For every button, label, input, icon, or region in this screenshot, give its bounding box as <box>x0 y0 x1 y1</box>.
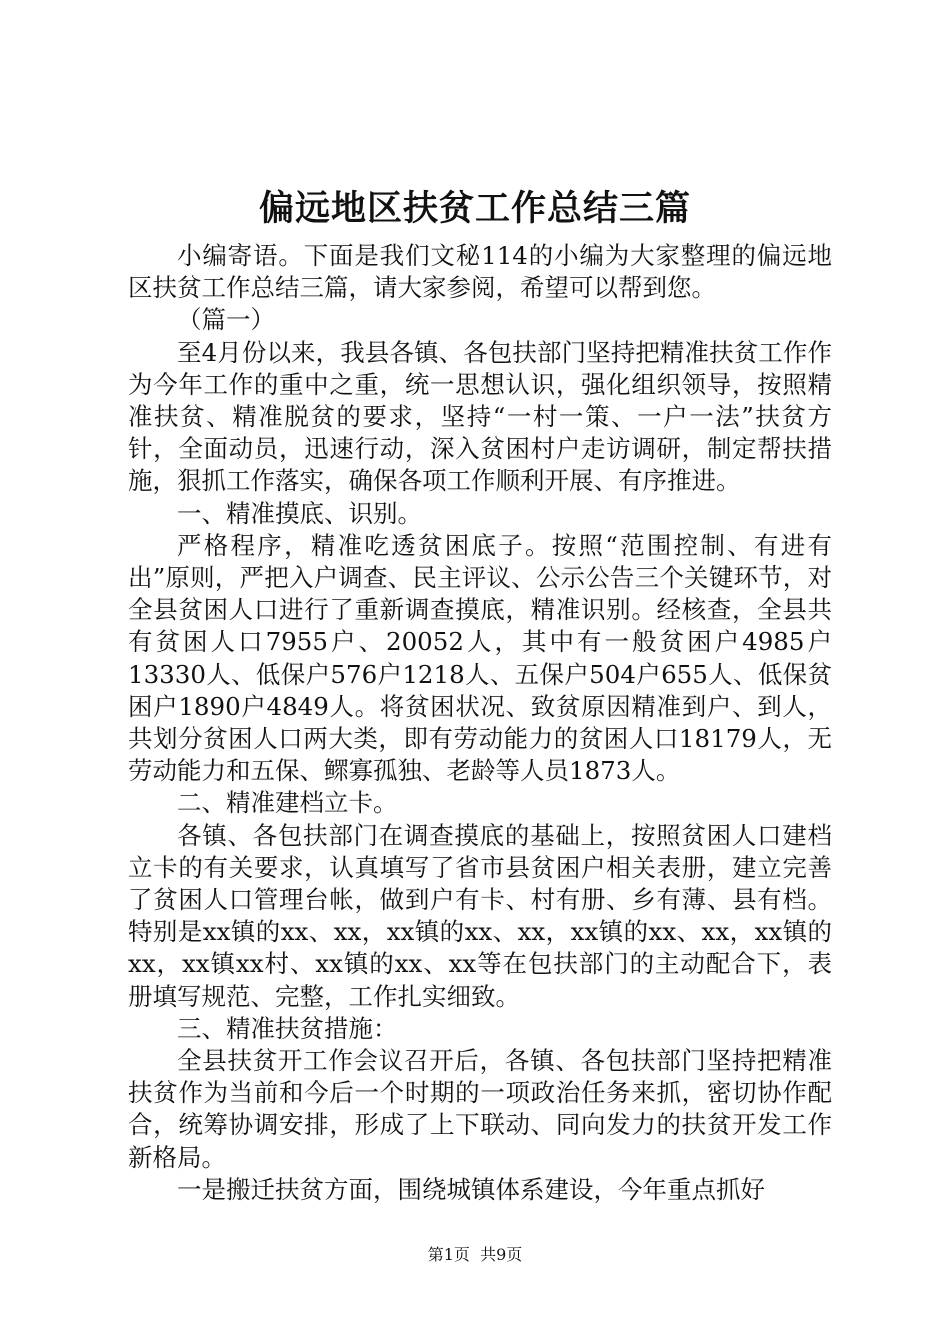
page-footer <box>0 1244 950 1266</box>
body-paragraph: 全县扶贫开工作会议召开后，各镇、各包扶部门坚持把精准扶贫作为当前和今后一个时期的一项政治任务来抓，密切协作配合，统筹协调安排，形成了上下联动、同向发力的扶贫开发工作新格局。 <box>128 1046 832 1172</box>
intro-paragraph: 小编寄语。下面是我们文秘114的小编为大家整理的偏远地区扶贫工作总结三篇，请大家参阅，希望可以帮到您。 <box>128 241 832 303</box>
page-number: 第1页 <box>427 1245 470 1264</box>
body-paragraph: 至4月份以来，我县各镇、各包扶部门坚持把精准扶贫工作作为今年工作的重中之重，统一思想认识，强化组织领导，按照精准扶贫、精准脱贫的要求，坚持“一村一策、一户一法”扶贫方针，全面动员，迅速行动，深入贫困村户走访调研，制定帮扶措施，狠抓工作落实，确保各项工作顺利开展、有序推进。 <box>128 337 832 496</box>
body-paragraph: 严格程序，精准吃透贫困底子。按照“范围控制、有进有出”原则，严把入户调查、民主评议、公示公告三个关键环节，对全县贫困人口进行了重新调查摸底，精准识别。经核查，全县共有贫困人口7955户、20052人，其中有一般贫困户4985户13330人、低保户576户1218人、五保户504户655人、低保贫困户1890户4849人。将贫困状况、致贫原因精准到户、到人，共划分贫困人口两大类，即有劳动能力的贫困人口18179人，无劳动能力和五保、鳏寡孤独、老龄等人员1873人。 <box>128 530 832 786</box>
document-body <box>128 240 832 1206</box>
section-heading: 二、精准建档立卡。 <box>177 788 398 818</box>
section-label: （篇一） <box>177 305 275 335</box>
page-total: 共9页 <box>480 1245 523 1264</box>
body-paragraph: 各镇、各包扶部门在调查摸底的基础上，按照贫困人口建档立卡的有关要求，认真填写了省市县贫困户相关表册，建立完善了贫困人口管理台帐，做到户有卡、村有册、乡有薄、县有档。特别是xx镇的xx、xx，xx镇的xx、xx，xx镇的xx、xx，xx镇的xx，xx镇xx村、xx镇的xx、xx等在包扶部门的主动配合下，表册填写规范、完整，工作扎实细致。 <box>128 820 832 1011</box>
footer-spacer <box>470 1245 480 1264</box>
section-heading: 一、精准摸底、识别。 <box>177 498 422 528</box>
section-heading: 三、精准扶贫措施： <box>177 1013 398 1043</box>
document-title: 偏远地区扶贫工作总结三篇 <box>258 188 691 229</box>
body-paragraph: 一是搬迁扶贫方面，围绕城镇体系建设，今年重点抓好 <box>177 1174 765 1204</box>
